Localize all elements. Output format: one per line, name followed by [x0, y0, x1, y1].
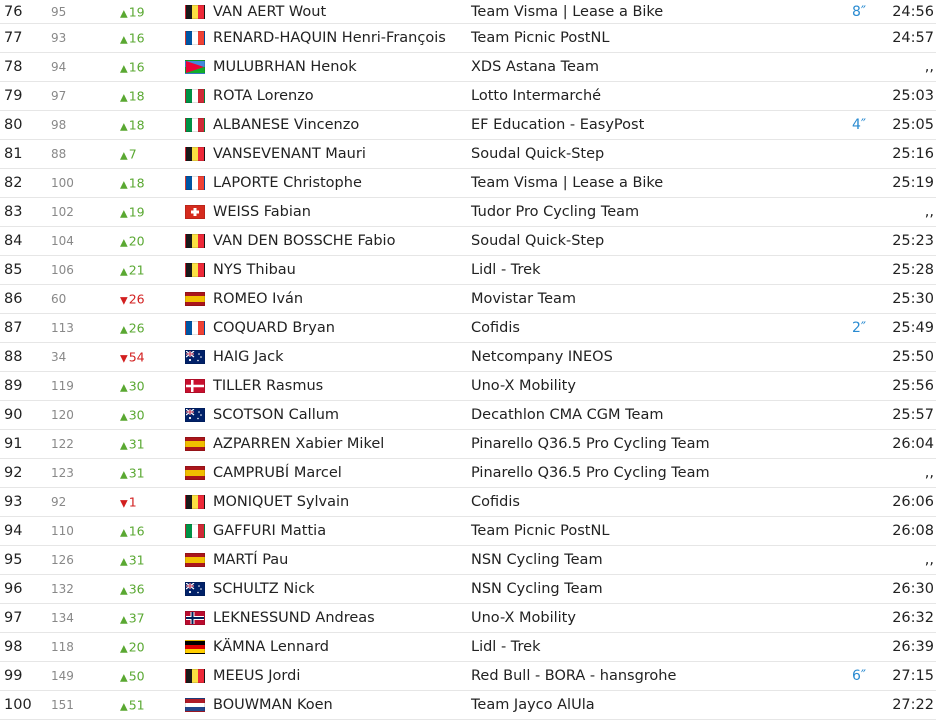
- rider-link[interactable]: NYS Thibau: [213, 262, 296, 278]
- rank-change-value: 51: [128, 697, 145, 713]
- previous-rank-cell: 104: [51, 234, 74, 248]
- rider-link[interactable]: COQUARD Bryan: [213, 320, 335, 336]
- flag-icon: [185, 321, 205, 335]
- team-link[interactable]: Team Picnic PostNL: [471, 523, 610, 539]
- time-cell: 26:04: [892, 436, 934, 452]
- table-row[interactable]: [0, 198, 936, 227]
- rank-change-value: 50: [128, 668, 145, 684]
- previous-rank-cell: 118: [51, 640, 74, 654]
- flag-icon: [185, 495, 205, 509]
- flag-icon: [185, 263, 205, 277]
- triangle-up-icon: ▲: [120, 643, 128, 655]
- rank-cell: 79: [4, 88, 23, 104]
- time-cell: 25:28: [892, 262, 934, 278]
- previous-rank-cell: 123: [51, 466, 74, 480]
- rank-change-cell: [120, 89, 145, 104]
- flag-icon: [185, 640, 205, 654]
- rank-cell: 84: [4, 233, 23, 249]
- bonus-seconds: 4″: [852, 117, 867, 133]
- rank-cell: 81: [4, 146, 23, 162]
- triangle-up-icon: ▲: [120, 614, 128, 626]
- previous-rank-cell: 106: [51, 263, 74, 277]
- previous-rank-cell: 92: [51, 495, 67, 509]
- team-link[interactable]: Pinarello Q36.5 Pro Cycling Team: [471, 436, 710, 452]
- triangle-up-icon: ▲: [120, 266, 128, 278]
- triangle-up-icon: ▲: [120, 8, 128, 19]
- rider-link[interactable]: VAN AERT Wout: [213, 3, 327, 20]
- time-cell: ,,: [924, 465, 934, 481]
- triangle-up-icon: ▲: [120, 556, 128, 568]
- rank-cell: 98: [4, 639, 23, 655]
- bonus-seconds: 2″: [852, 320, 867, 336]
- team-link[interactable]: Lotto Intermarché: [471, 88, 602, 104]
- rank-cell: 100: [4, 697, 32, 713]
- rank-change-value: 16: [128, 30, 145, 46]
- rank-change-value: 31: [128, 552, 145, 568]
- flag-icon: [185, 379, 205, 393]
- flag-icon: [185, 466, 205, 480]
- flag-icon: [185, 408, 205, 422]
- rank-change-value: 20: [128, 639, 145, 655]
- time-cell: 25:50: [892, 349, 934, 365]
- rank-change-cell: [120, 147, 137, 162]
- rank-change-value: 16: [128, 59, 145, 75]
- flag-icon: [185, 437, 205, 451]
- rank-cell: 95: [4, 552, 23, 568]
- rank-cell: 78: [4, 59, 23, 75]
- time-cell: 25:49: [892, 320, 934, 336]
- previous-rank-cell: 149: [51, 669, 74, 683]
- time-cell: 24:57: [892, 30, 934, 46]
- team-link[interactable]: Movistar Team: [471, 291, 577, 307]
- team-link[interactable]: XDS Astana Team: [471, 59, 599, 75]
- triangle-up-icon: ▲: [120, 121, 128, 133]
- table-row[interactable]: [0, 430, 936, 459]
- rank-cell: 93: [4, 494, 23, 510]
- time-cell: 26:08: [892, 523, 934, 539]
- flag-icon: [185, 553, 205, 567]
- team-link[interactable]: EF Education - EasyPost: [471, 117, 645, 133]
- team-link[interactable]: Uno-X Mobility: [471, 610, 576, 626]
- rank-change-value: 18: [128, 117, 145, 133]
- rank-cell: 89: [4, 378, 23, 394]
- previous-rank-cell: 93: [51, 31, 67, 45]
- previous-rank-cell: 151: [51, 698, 74, 712]
- triangle-up-icon: ▲: [120, 63, 128, 75]
- flag-icon: [185, 611, 205, 625]
- bonus-seconds: 8″: [852, 3, 867, 20]
- flag-icon: [185, 60, 205, 74]
- previous-rank-cell: 97: [51, 89, 67, 103]
- team-link[interactable]: Lidl - Trek: [471, 262, 541, 278]
- time-cell: 27:15: [892, 668, 934, 684]
- flag-icon: [185, 147, 205, 161]
- rank-change-value: 18: [128, 88, 145, 104]
- flag-icon: [185, 205, 205, 219]
- previous-rank-cell: 110: [51, 524, 74, 538]
- team-link[interactable]: NSN Cycling Team: [471, 552, 603, 568]
- time-cell: 25:57: [892, 407, 934, 423]
- rank-cell: 90: [4, 407, 23, 423]
- previous-rank-cell: 88: [51, 147, 67, 161]
- team-link[interactable]: Red Bull - BORA - hansgrohe: [471, 668, 677, 684]
- flag-icon: [185, 31, 205, 45]
- rank-change-value: 18: [128, 175, 145, 191]
- previous-rank-cell: 100: [51, 176, 74, 190]
- team-link[interactable]: Team Picnic PostNL: [471, 30, 610, 46]
- rank-change-cell: [120, 31, 145, 46]
- rider-link[interactable]: MONIQUET Sylvain: [213, 494, 350, 510]
- previous-rank-cell: 126: [51, 553, 74, 567]
- rider-link[interactable]: MARTÍ Pau: [213, 552, 289, 568]
- triangle-up-icon: ▲: [120, 585, 128, 597]
- triangle-up-icon: ▲: [120, 179, 128, 191]
- time-cell: ,,: [924, 59, 934, 75]
- team-link[interactable]: Tudor Pro Cycling Team: [471, 204, 640, 220]
- triangle-down-icon: ▼: [120, 295, 128, 307]
- rank-change-value: 54: [128, 349, 145, 365]
- rider-link[interactable]: MULUBRHAN Henok: [213, 59, 357, 75]
- rider-link[interactable]: LEKNESSUND Andreas: [213, 610, 375, 626]
- table-row[interactable]: [0, 488, 936, 517]
- previous-rank-cell: 34: [51, 350, 67, 364]
- table-row[interactable]: [0, 401, 936, 430]
- rider-link[interactable]: VANSEVENANT Mauri: [213, 146, 366, 162]
- rank-change-cell: [120, 669, 145, 684]
- time-cell: 25:16: [892, 146, 934, 162]
- triangle-up-icon: ▲: [120, 237, 128, 249]
- table-row[interactable]: [0, 314, 936, 343]
- time-cell: 25:05: [892, 117, 934, 133]
- triangle-up-icon: ▲: [120, 672, 128, 684]
- rank-change-value: 36: [128, 581, 145, 597]
- table-row[interactable]: [0, 82, 936, 111]
- team-link[interactable]: NSN Cycling Team: [471, 581, 603, 597]
- time-cell: 24:56: [892, 3, 934, 20]
- rider-link[interactable]: HAIG Jack: [213, 349, 284, 365]
- time-cell: 25:56: [892, 378, 934, 394]
- previous-rank-cell: 132: [51, 582, 74, 596]
- flag-icon: [185, 118, 205, 132]
- table-row[interactable]: [0, 662, 936, 691]
- flag-icon: [185, 669, 205, 683]
- table-row[interactable]: [0, 256, 936, 285]
- time-cell: 26:06: [892, 494, 934, 510]
- rank-change-value: 19: [128, 4, 145, 19]
- previous-rank-cell: 98: [51, 118, 67, 132]
- rank-change-cell: [120, 611, 145, 626]
- team-link[interactable]: Netcompany INEOS: [471, 349, 613, 365]
- team-link[interactable]: Pinarello Q36.5 Pro Cycling Team: [471, 465, 710, 481]
- team-link[interactable]: Team Visma | Lease a Bike: [471, 175, 664, 191]
- time-cell: 25:23: [892, 233, 934, 249]
- time-cell: 25:30: [892, 291, 934, 307]
- rank-change-value: 31: [128, 436, 145, 452]
- rank-change-cell: [120, 118, 145, 133]
- previous-rank-cell: 122: [51, 437, 74, 451]
- table-row[interactable]: [0, 575, 936, 604]
- team-link[interactable]: Team Visma | Lease a Bike: [471, 3, 664, 20]
- previous-rank-cell: 120: [51, 408, 74, 422]
- triangle-up-icon: ▲: [120, 208, 128, 220]
- rider-link[interactable]: CAMPRUBÍ Marcel: [213, 465, 342, 481]
- rank-cell: 86: [4, 291, 23, 307]
- previous-rank-cell: 134: [51, 611, 74, 625]
- rank-change-cell: [120, 640, 145, 655]
- previous-rank-cell: 102: [51, 205, 74, 219]
- rank-change-cell: [120, 379, 145, 394]
- flag-icon: [185, 234, 205, 248]
- rider-link[interactable]: SCHULTZ Nick: [213, 581, 315, 597]
- rank-cell: 94: [4, 523, 23, 539]
- rank-change-cell: [120, 582, 145, 597]
- rank-change-cell: [120, 234, 145, 249]
- rank-change-value: 20: [128, 233, 145, 249]
- triangle-up-icon: ▲: [120, 701, 128, 713]
- rider-link[interactable]: KÄMNA Lennard: [213, 639, 329, 655]
- rider-link[interactable]: LAPORTE Christophe: [213, 175, 362, 191]
- rank-change-cell: [120, 60, 145, 75]
- flag-icon: [185, 524, 205, 538]
- rank-cell: 76: [4, 3, 23, 20]
- triangle-up-icon: ▲: [120, 469, 128, 481]
- rank-cell: 80: [4, 117, 23, 133]
- flag-icon: [185, 698, 205, 712]
- rank-cell: 91: [4, 436, 23, 452]
- rank-change-cell: [120, 437, 145, 452]
- time-cell: 26:30: [892, 581, 934, 597]
- rank-change-value: 31: [128, 465, 145, 481]
- rider-link[interactable]: SCOTSON Callum: [213, 407, 340, 423]
- rider-link[interactable]: TILLER Rasmus: [213, 378, 324, 394]
- rank-change-value: 7: [128, 146, 137, 162]
- team-link[interactable]: Soudal Quick-Step: [471, 233, 605, 249]
- triangle-up-icon: ▲: [120, 150, 128, 162]
- rider-link[interactable]: ROMEO Iván: [213, 291, 304, 307]
- rank-cell: 82: [4, 175, 23, 191]
- table-row[interactable]: [0, 0, 936, 24]
- triangle-up-icon: ▲: [120, 382, 128, 394]
- rider-link[interactable]: AZPARREN Xabier Mikel: [213, 436, 385, 452]
- table-row[interactable]: [0, 604, 936, 633]
- rank-change-cell: [120, 263, 145, 278]
- flag-icon: [185, 292, 205, 306]
- rider-link[interactable]: BOUWMAN Koen: [213, 697, 333, 713]
- rank-change-value: 26: [128, 320, 145, 336]
- table-row[interactable]: [0, 546, 936, 575]
- triangle-up-icon: ▲: [120, 411, 128, 423]
- triangle-down-icon: ▼: [120, 498, 128, 510]
- table-row[interactable]: [0, 24, 936, 53]
- flag-icon: [185, 350, 205, 364]
- rank-change-cell: [120, 176, 145, 191]
- table-row[interactable]: [0, 53, 936, 82]
- previous-rank-cell: 113: [51, 321, 74, 335]
- rank-change-value: 19: [128, 204, 145, 220]
- rider-link[interactable]: WEISS Fabian: [213, 204, 311, 220]
- table-row[interactable]: [0, 343, 936, 372]
- team-link[interactable]: Cofidis: [471, 320, 520, 336]
- rank-change-cell: [120, 321, 145, 336]
- table-row[interactable]: [0, 372, 936, 401]
- rank-change-cell: [120, 553, 145, 568]
- rider-link[interactable]: RENARD-HAQUIN Henri-François: [213, 30, 446, 46]
- rank-change-value: 26: [128, 291, 145, 307]
- triangle-up-icon: ▲: [120, 92, 128, 104]
- flag-icon: [185, 89, 205, 103]
- rank-change-cell: [120, 466, 145, 481]
- rank-cell: 83: [4, 204, 23, 220]
- rank-change-cell: [120, 524, 145, 539]
- rank-cell: 97: [4, 610, 23, 626]
- time-cell: ,,: [924, 552, 934, 568]
- rank-change-cell: [120, 495, 137, 510]
- time-cell: 26:32: [892, 610, 934, 626]
- rank-cell: 85: [4, 262, 23, 278]
- time-cell: 26:39: [892, 639, 934, 655]
- triangle-up-icon: ▲: [120, 440, 128, 452]
- rider-link[interactable]: ALBANESE Vincenzo: [213, 117, 360, 133]
- triangle-down-icon: ▼: [120, 353, 128, 365]
- rank-cell: 77: [4, 30, 23, 46]
- table-row[interactable]: [0, 111, 936, 140]
- rank-change-value: 16: [128, 523, 145, 539]
- team-link[interactable]: Decathlon CMA CGM Team: [471, 407, 664, 423]
- team-link[interactable]: Uno-X Mobility: [471, 378, 576, 394]
- rank-change-cell: [120, 408, 145, 423]
- previous-rank-cell: 60: [51, 292, 67, 306]
- table-row[interactable]: [0, 140, 936, 169]
- team-link[interactable]: Soudal Quick-Step: [471, 146, 605, 162]
- rank-change-value: 1: [128, 494, 137, 510]
- table-row[interactable]: [0, 633, 936, 662]
- rank-change-cell: [120, 4, 145, 19]
- triangle-up-icon: ▲: [120, 34, 128, 46]
- flag-icon: [185, 582, 205, 596]
- rank-cell: 87: [4, 320, 23, 336]
- rank-cell: 92: [4, 465, 23, 481]
- flag-icon: [185, 5, 205, 19]
- rank-change-cell: [120, 698, 145, 713]
- previous-rank-cell: 119: [51, 379, 74, 393]
- table-row[interactable]: [0, 169, 936, 198]
- triangle-up-icon: ▲: [120, 527, 128, 539]
- rank-change-cell: [120, 350, 145, 365]
- rank-change-cell: [120, 292, 145, 307]
- previous-rank-cell: 94: [51, 60, 67, 74]
- time-cell: 25:03: [892, 88, 934, 104]
- team-link[interactable]: Lidl - Trek: [471, 639, 541, 655]
- time-cell: 25:19: [892, 175, 934, 191]
- flag-icon: [185, 176, 205, 190]
- table-row[interactable]: [0, 517, 936, 546]
- table-row[interactable]: [0, 285, 936, 314]
- table-row[interactable]: [0, 227, 936, 256]
- rank-change-value: 37: [128, 610, 145, 626]
- table-row[interactable]: [0, 459, 936, 488]
- time-cell: 27:22: [892, 697, 934, 713]
- team-link[interactable]: Cofidis: [471, 494, 520, 510]
- rider-link[interactable]: VAN DEN BOSSCHE Fabio: [213, 233, 396, 249]
- previous-rank-cell: 95: [51, 4, 67, 19]
- triangle-up-icon: ▲: [120, 324, 128, 336]
- rider-link[interactable]: GAFFURI Mattia: [213, 523, 327, 539]
- rank-cell: 96: [4, 581, 23, 597]
- time-cell: ,,: [924, 204, 934, 220]
- rank-change-value: 30: [128, 407, 145, 423]
- team-link[interactable]: Team Jayco AlUla: [471, 697, 595, 713]
- rider-link[interactable]: ROTA Lorenzo: [213, 88, 314, 104]
- rank-change-value: 21: [128, 262, 145, 278]
- rank-change-value: 30: [128, 378, 145, 394]
- rank-change-cell: [120, 205, 145, 220]
- rider-link[interactable]: MEEUS Jordi: [213, 668, 301, 684]
- rank-cell: 88: [4, 349, 23, 365]
- rank-cell: 99: [4, 668, 23, 684]
- bonus-seconds: 6″: [852, 668, 867, 684]
